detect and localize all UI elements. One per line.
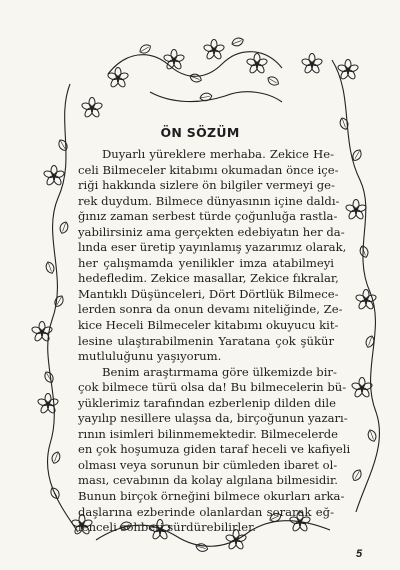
text-line: lında eser üretip yayınlamış yazarımız olarak, <box>78 240 347 255</box>
text-line: mutluluğunu yaşıyorum. <box>78 349 222 364</box>
page-number: 5 <box>356 548 363 560</box>
page-heading: ÖN SÖZÜM <box>160 125 240 140</box>
preface-body <box>78 147 351 536</box>
text-line: olması veya sorunun bir cümleden ibaret ol- <box>78 457 338 472</box>
text-line: daşlarına ezberinde olanlardan sorarak eğ- <box>78 504 334 519</box>
text-line: ğınız zaman serbest türde çoğunluğa rastla- <box>78 209 338 224</box>
text-line: Benim araştırmama göre ülkemizde bir- <box>102 364 337 379</box>
text-line: çok bilmece türü olsa da! Bu bilmecelerin bü- <box>78 380 347 395</box>
text-line: celi Bilmeceler kitabımı okumadan önce içe- <box>78 162 339 177</box>
text-line: riği hakkında sizlere ön bilgiler vermeyi ge- <box>78 178 335 193</box>
text-line: rının isimleri bilinmemektedir. Bilmecelerde <box>78 426 339 441</box>
text-line: rek duydum. Bilmece dünyasının içine daldı- <box>78 193 340 208</box>
text-line: her çalışmamda yenilikler imza atabilmeyi <box>78 255 334 270</box>
text-line: ması, cevabının da kolay algılana bilmesidir. <box>78 473 338 488</box>
text-line: lesine ulaştırabilmenin Yaratana çok şükür <box>78 333 334 348</box>
text-line: Bunun birçok örneğini bilmece okurları arka- <box>78 489 345 504</box>
text-line: Mantıklı Düşünceleri, Dört Dörtlük Bilmece- <box>78 286 339 301</box>
text-line: yabilirsiniz ama gerçekten edebiyatın her da- <box>78 224 345 239</box>
text-line: en çok hoşumuza giden taraf heceli ve kafiyeli <box>78 442 351 457</box>
text-line: yayılıp nesillere ulaşsa da, birçoğunun yazarı- <box>78 411 348 426</box>
text-line: kice Heceli Bilmeceler kitabımı okuyucu kit- <box>78 318 339 333</box>
text-line: lenceli sohbeti sürdürebilirler. <box>78 520 257 535</box>
text-line: hedefledim. Zekice masallar, Zekice fıkralar, <box>78 271 339 286</box>
text-line: lerden sonra da onun devamı niteliğinde, Ze- <box>78 302 343 317</box>
text-line: Duyarlı yüreklere merhaba. Zekice He- <box>102 147 334 161</box>
text-line: yüklerimiz tarafından ezberlenip dilden dile <box>78 395 336 410</box>
